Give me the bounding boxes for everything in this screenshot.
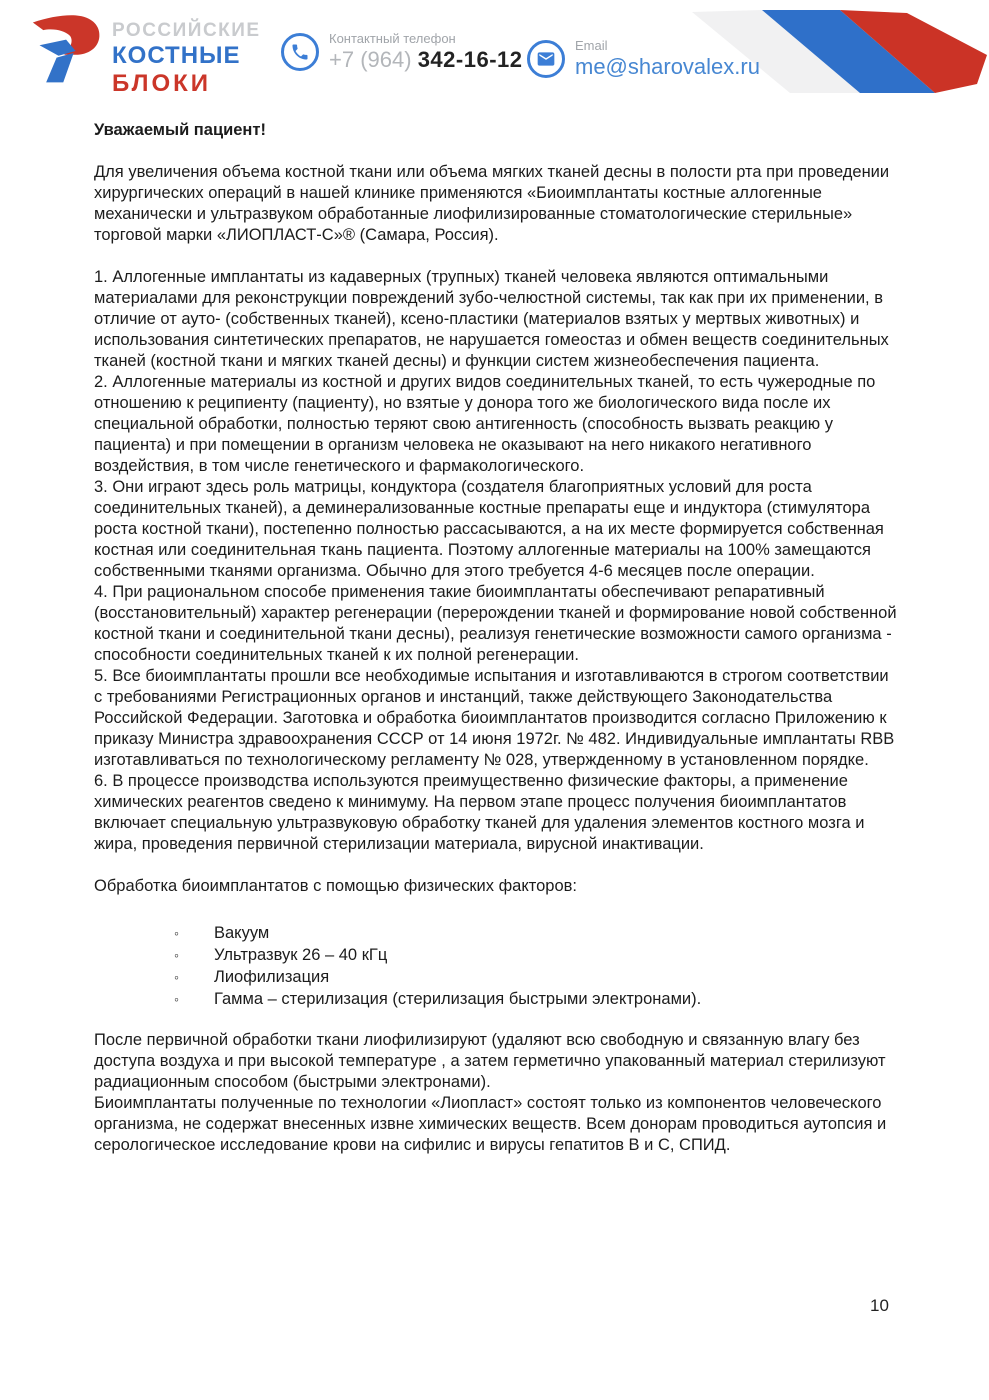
intro-paragraph: Для увеличения объема костной ткани или объема мягких тканей десны в полости рта при проведении хирургических операций в нашей клинике применяются «Биоимплантаты костные аллогенные механически и ультразвуком обработанные лиофилизированные стоматологические стерильные» торговой марки «ЛИОПЛАСТ-С»® (Самара, Россия). (94, 163, 890, 244)
list-item-lyophilization: ◦ Лиофилизация (94, 967, 898, 988)
brand-word-1: РОССИЙСКИЕ (112, 20, 261, 41)
list-item-gamma-sterilization: ◦ Гамма – стерилизация (стерилизация быстрыми электронами). (94, 989, 898, 1010)
point-4: 4. При рациональном способе применения такие биоимплантаты обеспечивают репаративный (восстановительный) характер регенерации (перерождении тканей и формирование новой собственной костной ткани и соединительной ткани десны), реализуя генетические возможности самого организма - способности соединительных тканей к их полной регенерации. (94, 583, 897, 664)
closing-paragraph-1: После первичной обработки ткани лиофилизируют (удаляют всю свободную и связанную влагу без доступа воздуха и при высокой температуре , а затем герметично упакованный материал стерилизуют радиационным способом (быстрыми электронами). (94, 1031, 886, 1091)
closing-paragraphs (94, 1030, 898, 1156)
processing-heading: Обработка биоимплантатов с помощью физических факторов: (94, 877, 578, 895)
list-item-vacuum: ◦ Вакуум (94, 923, 898, 944)
numbered-points (94, 267, 898, 855)
point-5: 5. Все биоимплантаты прошли все необходимые испытания и изготавливаются в строгом соответствии с требованиями Регистрационных органов и инстанций, также действующего Законодательства Российской Федерации. Заготовка и обработка биоимплантатов производится согласно Приложению к приказу Министра здравоохранения СССР от 14 июня 1972г. № 482. Индивидуальные имплантаты RBB изготавливаться по технологическому регламенту № 028, утвержденному в установленном порядке. (94, 667, 895, 769)
page-header (0, 0, 989, 112)
document-body (94, 120, 898, 1156)
list-item-ultrasound: ◦ Ультразвук 26 – 40 кГц (94, 945, 898, 966)
phone-main: 342-16-12 (417, 47, 523, 72)
closing-paragraph-2: Биоимплантаты полученные по технологии «Лиопласт» состоят только из компонентов человеческого организма, не содержат внесенных извне химических веществ. Всем донорам проводиться аутопсия и серологическое исследование крови на сифилис и вирусы гепатитов В и С, СПИД. (94, 1094, 887, 1154)
phone-icon (281, 33, 319, 71)
processing-methods-list (94, 923, 898, 1010)
phone-prefix: +7 (964) (329, 47, 412, 72)
brand-logo (30, 13, 261, 96)
greeting-heading: Уважаемый пациент! (94, 121, 266, 139)
brand-word-2: КОСТНЫЕ (112, 42, 241, 69)
point-2: 2. Аллогенные материалы из костной и других видов соединительных тканей, то есть чужеродные по отношению к реципиенту (пациенту), но взятые у донора того же биологического вида после их специальной обработки, полностью теряют свою антигенность (способность вызвать реакцию у пациента) и при помещении в организм человека не оказывают на него никакого негативного воздействия, в том числе генетического и фармакологического. (94, 373, 876, 475)
phone-contact (281, 31, 523, 73)
email-icon (527, 40, 565, 78)
point-6: 6. В процессе производства используются преимущественно физические факторы, а применение химических реагентов сведено к минимуму. На первом этапе процесс получения биоимплантатов включает специальную ультразвуковую обработку тканей для удаления элементов костного мозга и жира, проведения первичной стерилизации материала, вирусной инактивации. (94, 772, 865, 853)
brand-word-3: БЛОКИ (112, 70, 212, 97)
point-1: 1. Аллогенные имплантаты из кадаверных (трупных) тканей человека являются оптимальными материалами для реконструкции повреждений зубо-челюстной системы, так как при их применении, в отличие от ауто- (собственных тканей), ксено-пластики (материалов взятых у мертвых животных) и использования синтетических препаратов, не нарушается гомеостаз и обмен веществ соединительных тканей (костной ткани и мягких тканей десны) и функции систем жизнеобеспечения пациента. (94, 268, 889, 370)
email-link[interactable]: me@sharovalex.ru (575, 54, 760, 79)
point-3: 3. Они играют здесь роль матрицы, кондуктора (создателя благоприятных условий для роста соединительных тканей), а деминерализованные костные препараты еще и индуктора (стимулятора роста костной ткани), постепенно полностью рассасываются, а на их месте формируется собственная костная или соединительная ткань пациента. Поэтому аллогенные материалы на 100% замещаются собственными тканями организма. Обычно для этого требуется 4-6 месяцев после операции. (94, 478, 884, 580)
email-label: Email (575, 38, 608, 53)
email-contact (527, 38, 760, 80)
brand-wordmark (112, 13, 261, 96)
logo-r-icon (30, 13, 106, 89)
phone-label: Контактный телефон (329, 31, 456, 46)
page-number: 10 (870, 1296, 889, 1315)
phone-number (329, 47, 523, 73)
